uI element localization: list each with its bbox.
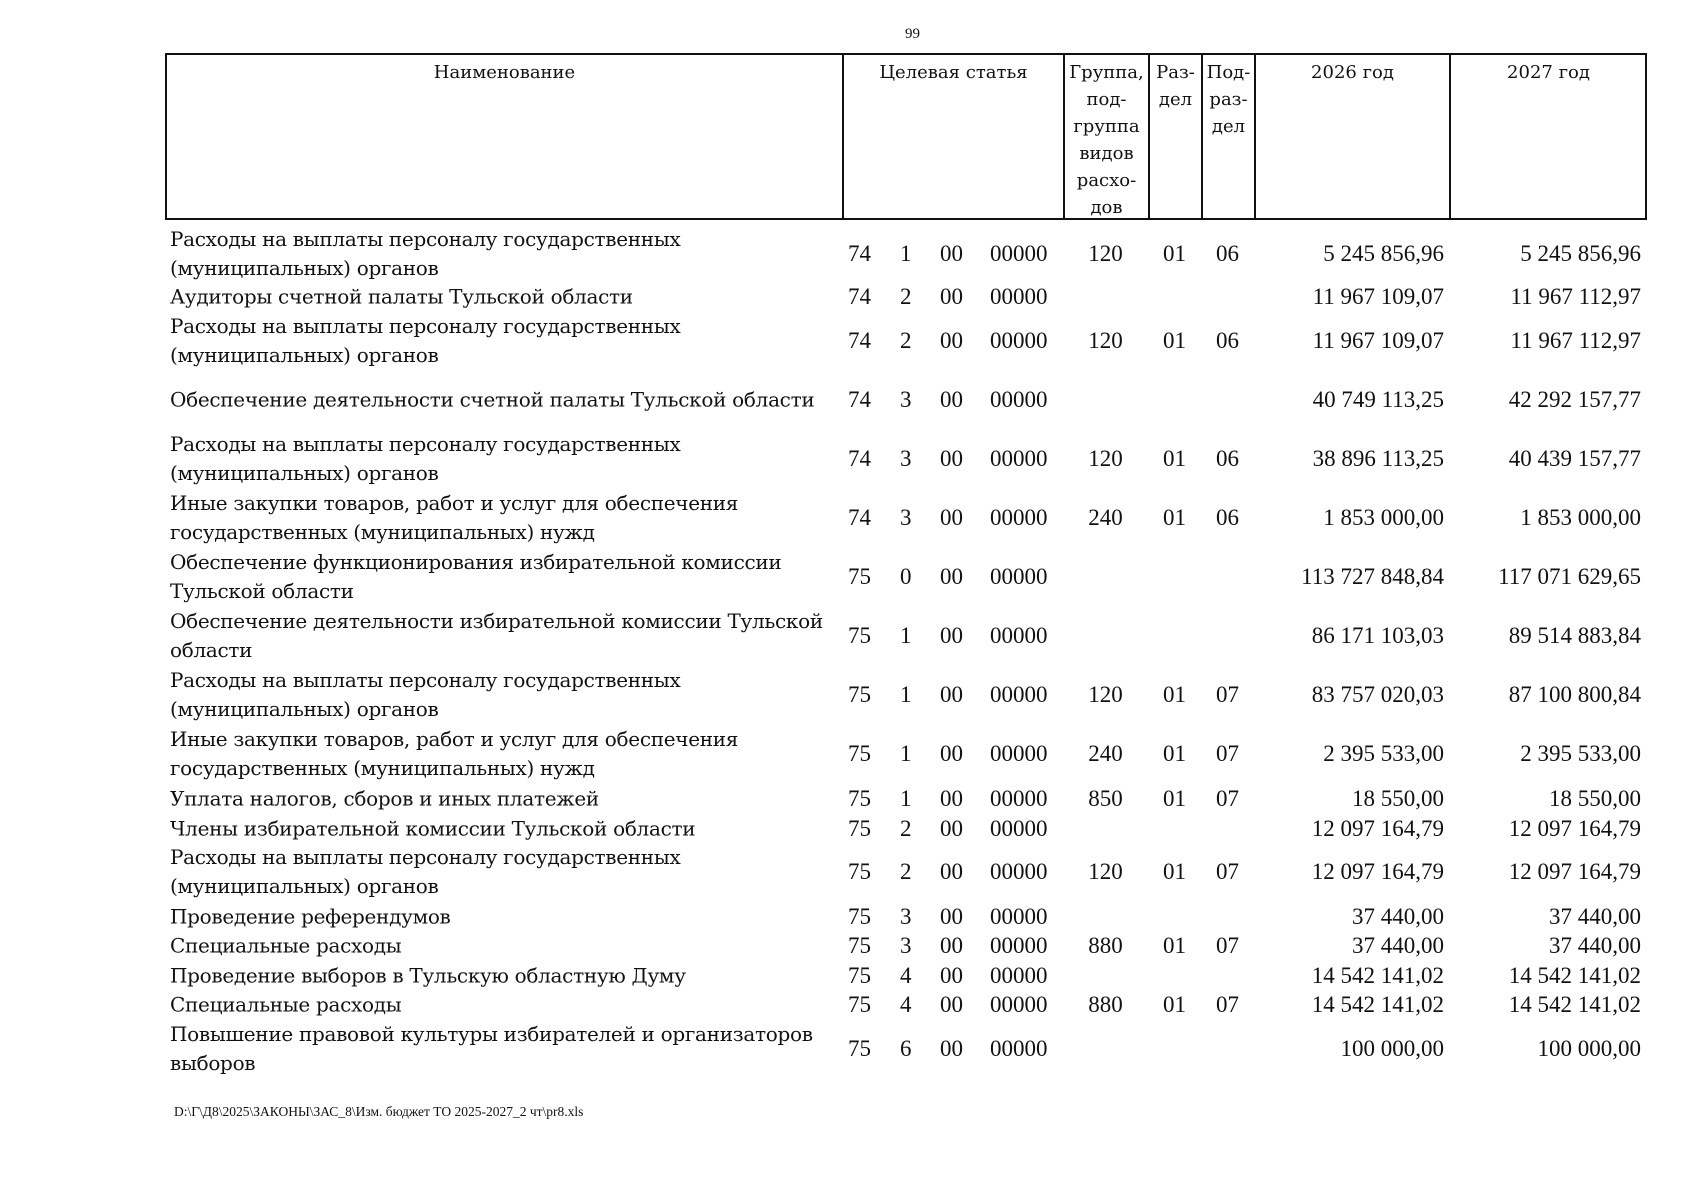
table-row (165, 226, 1647, 282)
amount-2027: 40 439 157,77 (1508, 446, 1641, 471)
target-subprogram: 1 (900, 741, 912, 766)
header-group-line: Группа, (1069, 62, 1144, 83)
header-group-line: расхо- (1076, 170, 1137, 191)
target-direction: 00 (940, 328, 963, 353)
razdel: 01 (1163, 741, 1186, 766)
table-row (165, 844, 1647, 900)
amount-2027: 2 395 533,00 (1520, 741, 1641, 766)
target-program: 74 (848, 387, 871, 412)
row-name: Расходы на выплаты персоналу государственных (муниципальных) органов (170, 668, 681, 721)
target-code: 00000 (990, 816, 1048, 841)
amount-2027: 42 292 157,77 (1508, 387, 1641, 412)
amount-2026: 38 896 113,25 (1312, 446, 1444, 471)
amount-2027: 11 967 112,97 (1510, 328, 1641, 353)
expense-group: 120 (1088, 682, 1123, 707)
razdel: 01 (1163, 505, 1186, 530)
razdel: 01 (1163, 682, 1186, 707)
expense-group: 120 (1088, 328, 1123, 353)
target-direction: 00 (940, 623, 963, 648)
row-name: Расходы на выплаты персоналу государственных (муниципальных) органов (170, 227, 681, 280)
podrazdel: 07 (1216, 859, 1239, 884)
target-program: 75 (848, 741, 871, 766)
target-program: 74 (848, 283, 871, 309)
razdel: 01 (1163, 859, 1186, 884)
amount-2026: 11 967 109,07 (1312, 328, 1444, 353)
target-direction: 00 (940, 816, 963, 841)
target-code: 00000 (990, 387, 1048, 412)
amount-2026: 5 245 856,96 (1323, 241, 1444, 266)
row-name: Проведение выборов в Тульскую областную Думу (170, 963, 686, 988)
row-name: Специальные расходы (170, 992, 402, 1017)
target-direction: 00 (940, 1036, 963, 1061)
target-subprogram: 2 (900, 328, 912, 353)
row-name: Обеспечение деятельности счетной палаты Тульской области (170, 387, 815, 412)
target-code: 00000 (990, 741, 1048, 766)
row-name: Обеспечение функционирования избирательной комиссии Тульской области (170, 550, 782, 603)
row-name: Специальные расходы (170, 933, 402, 958)
expense-group: 120 (1088, 446, 1123, 471)
amount-2026: 37 440,00 (1352, 933, 1444, 958)
header-podrazdel-line: раз- (1209, 89, 1248, 110)
podrazdel: 07 (1216, 682, 1239, 707)
razdel: 01 (1163, 786, 1186, 811)
target-program: 75 (848, 992, 871, 1017)
podrazdel: 06 (1216, 505, 1239, 530)
expense-group: 880 (1088, 933, 1123, 958)
target-code: 00000 (990, 786, 1048, 811)
amount-2027: 117 071 629,65 (1498, 564, 1641, 589)
target-code: 00000 (990, 505, 1048, 530)
target-direction: 00 (940, 786, 963, 811)
target-direction: 00 (940, 741, 963, 766)
header-group-line: дов (1090, 197, 1123, 218)
table-header (165, 53, 1647, 220)
target-subprogram: 2 (900, 283, 912, 309)
target-subprogram: 3 (900, 505, 912, 530)
target-program: 75 (848, 963, 871, 988)
header-year-2026 (1256, 55, 1451, 218)
target-program: 74 (848, 241, 871, 266)
target-program: 75 (848, 786, 871, 811)
amount-2027: 18 550,00 (1549, 786, 1641, 811)
target-program: 75 (848, 1036, 871, 1061)
target-direction: 00 (940, 446, 963, 471)
table-row (165, 282, 1647, 311)
target-program: 75 (848, 859, 871, 884)
target-direction: 00 (940, 992, 963, 1017)
target-direction: 00 (940, 682, 963, 707)
row-name: Расходы на выплаты персоналу государственных (муниципальных) органов (170, 432, 681, 485)
razdel: 01 (1163, 446, 1186, 471)
header-group-line: группа (1073, 116, 1140, 137)
amount-2027: 87 100 800,84 (1508, 682, 1641, 707)
amount-2027: 100 000,00 (1537, 1036, 1641, 1061)
podrazdel: 06 (1216, 241, 1239, 266)
target-subprogram: 0 (900, 564, 912, 589)
header-expense-group (1065, 55, 1150, 218)
expense-group: 880 (1088, 992, 1123, 1017)
target-program: 75 (848, 564, 871, 589)
amount-2026: 12 097 164,79 (1311, 816, 1444, 841)
target-program: 75 (848, 623, 871, 648)
target-code: 00000 (990, 446, 1048, 471)
target-subprogram: 3 (900, 904, 912, 929)
header-razdel (1150, 55, 1203, 218)
table-row (165, 814, 1647, 844)
target-code: 00000 (990, 1036, 1048, 1061)
target-code: 00000 (990, 682, 1048, 707)
target-code: 00000 (990, 963, 1048, 988)
target-code: 00000 (990, 859, 1048, 884)
table-row (165, 549, 1647, 605)
target-code: 00000 (990, 283, 1048, 309)
amount-2026: 100 000,00 (1340, 1036, 1444, 1061)
target-direction: 00 (940, 963, 963, 988)
target-code: 00000 (990, 933, 1048, 958)
target-program: 75 (848, 682, 871, 707)
target-code: 00000 (990, 623, 1048, 648)
amount-2027: 12 097 164,79 (1508, 859, 1641, 884)
header-razdel-line: Раз- (1156, 62, 1195, 83)
table-row (165, 313, 1647, 369)
amount-2027: 5 245 856,96 (1520, 241, 1641, 266)
amount-2027: 37 440,00 (1549, 904, 1641, 929)
table-row (165, 385, 1647, 415)
target-subprogram: 1 (900, 623, 912, 648)
target-code: 00000 (990, 904, 1048, 929)
table-row (165, 726, 1647, 782)
target-subprogram: 6 (900, 1036, 912, 1061)
amount-2026: 40 749 113,25 (1312, 387, 1444, 412)
target-code: 00000 (990, 328, 1048, 353)
header-podrazdel-line: дел (1211, 116, 1246, 137)
target-subprogram: 1 (900, 786, 912, 811)
table-row (165, 931, 1647, 961)
amount-2026: 14 542 141,02 (1311, 992, 1444, 1017)
amount-2026: 113 727 848,84 (1301, 564, 1444, 589)
row-name: Уплата налогов, сборов и иных платежей (170, 786, 599, 811)
target-subprogram: 2 (900, 816, 912, 841)
target-subprogram: 3 (900, 446, 912, 471)
amount-2026: 14 542 141,02 (1311, 963, 1444, 988)
amount-2026: 86 171 103,03 (1311, 623, 1444, 648)
amount-2027: 14 542 141,02 (1508, 992, 1641, 1017)
amount-2027: 14 542 141,02 (1508, 963, 1641, 988)
target-program: 74 (848, 505, 871, 530)
row-name: Повышение правовой культуры избирателей и организаторов выборов (170, 1022, 813, 1075)
header-group-line: под- (1086, 89, 1127, 110)
header-podrazdel (1203, 55, 1256, 218)
amount-2026: 12 097 164,79 (1311, 859, 1444, 884)
amount-2026: 1 853 000,00 (1323, 505, 1444, 530)
target-program: 74 (848, 328, 871, 353)
target-subprogram: 1 (900, 682, 912, 707)
header-name (167, 55, 844, 218)
expense-group: 120 (1088, 859, 1123, 884)
podrazdel: 07 (1216, 992, 1239, 1017)
podrazdel: 07 (1216, 933, 1239, 958)
amount-2026: 83 757 020,03 (1311, 682, 1444, 707)
amount-2027: 11 967 112,97 (1510, 283, 1641, 309)
target-direction: 00 (940, 505, 963, 530)
header-target-article (844, 55, 1065, 218)
amount-2027: 89 514 883,84 (1508, 623, 1641, 648)
target-direction: 00 (940, 564, 963, 589)
razdel: 01 (1163, 328, 1186, 353)
target-subprogram: 4 (900, 992, 912, 1017)
row-name: Аудиторы счетной палаты Тульской области (170, 284, 633, 308)
table-row (165, 490, 1647, 546)
expense-group: 850 (1088, 786, 1123, 811)
table-row (165, 961, 1647, 991)
amount-2027: 37 440,00 (1549, 933, 1641, 958)
target-program: 74 (848, 446, 871, 471)
target-direction: 00 (940, 241, 963, 266)
row-name: Иные закупки товаров, работ и услуг для обеспечения государственных (муниципальных) нужд (170, 491, 739, 544)
target-subprogram: 4 (900, 963, 912, 988)
row-name: Члены избирательной комиссии Тульской области (170, 816, 696, 841)
expense-group: 240 (1088, 741, 1123, 766)
target-subprogram: 3 (900, 387, 912, 412)
target-code: 00000 (990, 564, 1048, 589)
table-row (165, 667, 1647, 723)
header-year1-label: 2026 год (1311, 62, 1394, 83)
row-name: Расходы на выплаты персоналу государственных (муниципальных) органов (170, 845, 681, 898)
podrazdel: 06 (1216, 328, 1239, 353)
table-row (165, 1021, 1647, 1077)
target-program: 75 (848, 816, 871, 841)
header-podrazdel-line: Под- (1206, 62, 1251, 83)
row-name: Обеспечение деятельности избирательной комиссии Тульской области (170, 609, 823, 662)
header-target-label: Целевая статья (879, 62, 1028, 83)
podrazdel: 06 (1216, 446, 1239, 471)
table-row (165, 431, 1647, 487)
table-row (165, 990, 1647, 1020)
target-program: 75 (848, 904, 871, 929)
target-subprogram: 2 (900, 859, 912, 884)
row-name: Расходы на выплаты персоналу государственных (муниципальных) органов (170, 314, 681, 367)
row-name: Иные закупки товаров, работ и услуг для обеспечения государственных (муниципальных) нужд (170, 727, 739, 780)
amount-2026: 11 967 109,07 (1312, 283, 1444, 309)
header-name-label: Наименование (433, 62, 576, 83)
amount-2026: 18 550,00 (1352, 786, 1444, 811)
target-subprogram: 1 (900, 241, 912, 266)
table-row (165, 608, 1647, 664)
amount-2026: 2 395 533,00 (1323, 741, 1444, 766)
podrazdel: 07 (1216, 786, 1239, 811)
target-program: 75 (848, 933, 871, 958)
table-row (165, 902, 1647, 932)
razdel: 01 (1163, 933, 1186, 958)
page-number-text: 99 (905, 26, 920, 42)
target-direction: 00 (940, 283, 963, 309)
table-row (165, 784, 1647, 814)
amount-2027: 1 853 000,00 (1520, 505, 1641, 530)
amount-2026: 37 440,00 (1352, 904, 1444, 929)
target-code: 00000 (990, 241, 1048, 266)
target-direction: 00 (940, 859, 963, 884)
razdel: 01 (1163, 241, 1186, 266)
header-razdel-line: дел (1158, 89, 1193, 110)
target-code: 00000 (990, 992, 1048, 1017)
podrazdel: 07 (1216, 741, 1239, 766)
expense-group: 240 (1088, 505, 1123, 530)
row-name: Проведение референдумов (170, 904, 451, 929)
file-path-footer: D:\Г\Д8\2025\ЗАКОНЫ\ЗАС_8\Изм. бюджет ТО 2025-2027_2 чт\pr8.xls (174, 1104, 584, 1119)
razdel: 01 (1163, 992, 1186, 1017)
target-direction: 00 (940, 904, 963, 929)
amount-2027: 12 097 164,79 (1508, 816, 1641, 841)
header-year-2027 (1451, 55, 1646, 218)
target-subprogram: 3 (900, 933, 912, 958)
target-direction: 00 (940, 387, 963, 412)
header-group-line: видов (1079, 143, 1134, 164)
expense-group: 120 (1088, 241, 1123, 266)
header-year2-label: 2027 год (1507, 62, 1590, 83)
target-direction: 00 (940, 933, 963, 958)
